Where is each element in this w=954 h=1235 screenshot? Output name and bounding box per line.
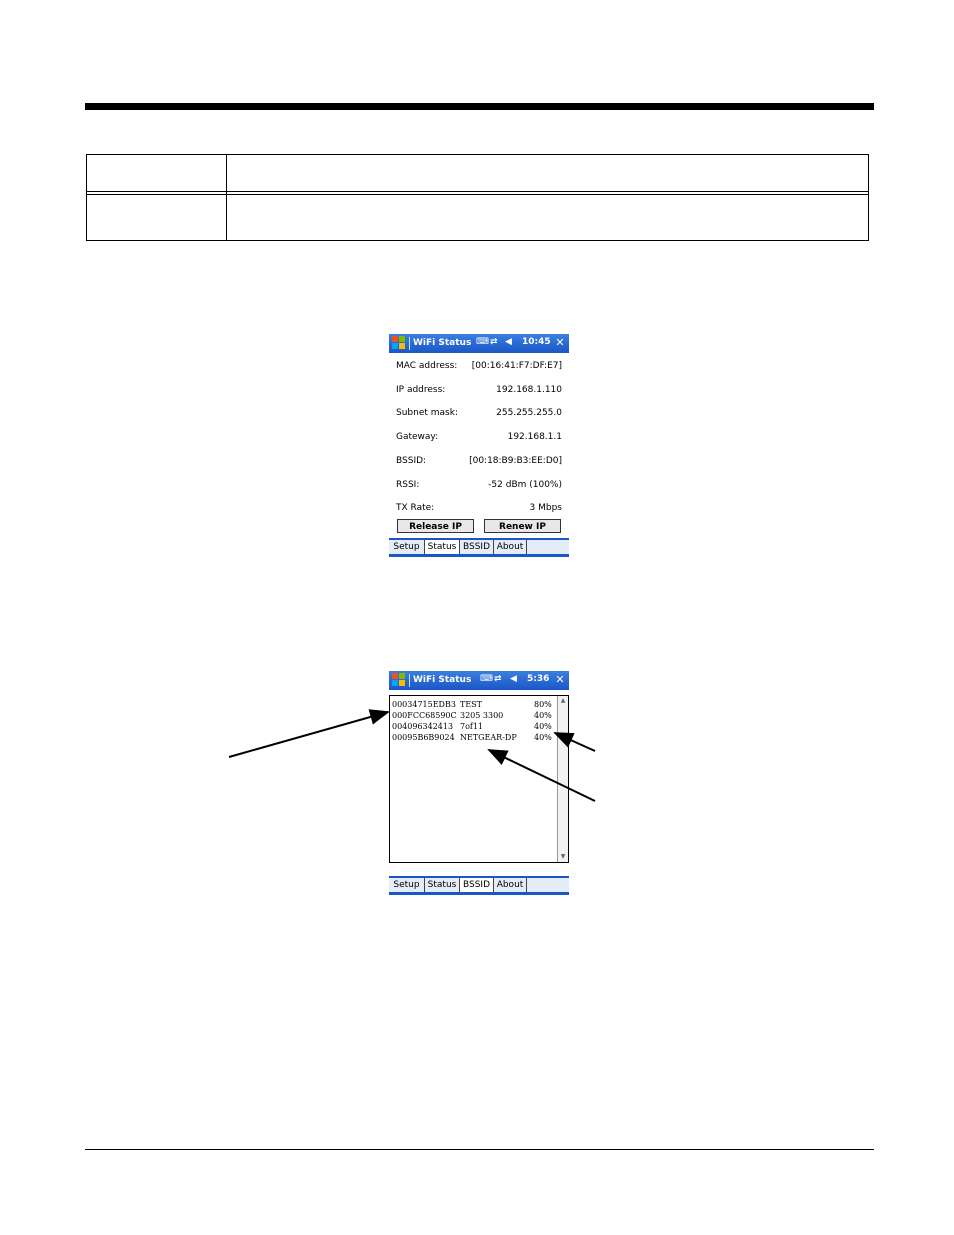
- clock[interactable]: 5:36: [527, 674, 550, 684]
- table-column-divider: [226, 155, 227, 240]
- status-label: MAC address:: [396, 361, 458, 371]
- status-row-rssi: [396, 480, 562, 494]
- list-item[interactable]: [392, 700, 552, 711]
- tab-bssid[interactable]: BSSID: [460, 878, 494, 892]
- list-item[interactable]: [392, 722, 552, 733]
- tab-status[interactable]: Status: [425, 540, 460, 554]
- tab-setup[interactable]: Setup: [389, 878, 425, 892]
- status-row-gateway: [396, 432, 562, 446]
- table-row-divider: [87, 194, 868, 195]
- status-value: -52 dBm (100%): [488, 480, 562, 490]
- bottom-rule: [85, 1149, 874, 1150]
- bssid-id: 000FCC68590C: [392, 711, 457, 720]
- keyboard-icon[interactable]: ⌨: [476, 337, 489, 347]
- title-bar: [389, 334, 569, 353]
- list-item[interactable]: [392, 733, 552, 744]
- speaker-icon[interactable]: ◀: [505, 337, 512, 347]
- scroll-up-icon[interactable]: ▲: [560, 697, 566, 704]
- status-value: [00:16:41:F7:DF:E7]: [471, 361, 562, 371]
- status-value: 192.168.1.1: [507, 432, 562, 442]
- release-ip-button[interactable]: Release IP: [397, 519, 474, 533]
- status-row-ip: [396, 385, 562, 399]
- status-label: IP address:: [396, 385, 446, 395]
- windows-start-icon[interactable]: [392, 673, 406, 687]
- top-rule: [85, 103, 874, 110]
- status-label: Gateway:: [396, 432, 439, 442]
- connectivity-icon[interactable]: ⇄: [494, 674, 502, 684]
- wifi-bssid-screen: [389, 671, 569, 895]
- title-bar: [389, 671, 569, 690]
- keyboard-icon[interactable]: ⌨: [480, 674, 493, 684]
- bssid-signal: 40%: [534, 711, 552, 720]
- bssid-signal: 40%: [534, 722, 552, 731]
- title-separator: [409, 337, 410, 350]
- bssid-id: 004096342413: [392, 722, 454, 731]
- bssid-ssid: TEST: [460, 700, 482, 709]
- tab-bar: [389, 876, 569, 895]
- tab-bar: [389, 538, 569, 557]
- title-separator: [409, 674, 410, 687]
- status-value: 192.168.1.110: [496, 385, 562, 395]
- scroll-down-icon[interactable]: ▼: [560, 853, 566, 860]
- bssid-ssid: 3205 3300: [460, 711, 504, 720]
- wifi-status-screen: [389, 334, 569, 557]
- arrow-to-bssid-id: [229, 712, 388, 757]
- bssid-ssid: NETGEAR-DP: [460, 733, 517, 742]
- status-label: RSSI:: [396, 480, 420, 490]
- status-value: 3 Mbps: [529, 503, 562, 513]
- tab-setup[interactable]: Setup: [389, 540, 425, 554]
- connectivity-icon[interactable]: ⇄: [490, 337, 498, 347]
- status-label: Subnet mask:: [396, 408, 458, 418]
- bssid-id: 00034715EDB3: [392, 700, 456, 709]
- speaker-icon[interactable]: ◀: [510, 674, 517, 684]
- status-row-bssid: [396, 456, 562, 470]
- window-title: WiFi Status: [413, 338, 472, 348]
- window-title: WiFi Status: [413, 675, 472, 685]
- renew-ip-button[interactable]: Renew IP: [484, 519, 561, 533]
- bssid-signal: 40%: [534, 733, 552, 742]
- tab-bssid[interactable]: BSSID: [460, 540, 494, 554]
- tab-status[interactable]: Status: [425, 878, 460, 892]
- bssid-id: 00095B6B9024: [392, 733, 455, 742]
- clock[interactable]: 10:45: [522, 337, 551, 347]
- close-icon[interactable]: ✕: [555, 336, 565, 349]
- status-row-mac: [396, 361, 562, 375]
- status-value: [00:18:B9:B3:EE:D0]: [469, 456, 562, 466]
- tab-about[interactable]: About: [494, 540, 527, 554]
- status-value: 255.255.255.0: [496, 408, 562, 418]
- status-label: TX Rate:: [396, 503, 435, 513]
- bssid-list[interactable]: [389, 695, 569, 863]
- bssid-ssid: 7of11: [460, 722, 484, 731]
- table-row-divider: [87, 191, 868, 192]
- close-icon[interactable]: ✕: [555, 673, 565, 686]
- status-row-subnet: [396, 408, 562, 422]
- windows-start-icon[interactable]: [392, 336, 406, 350]
- list-item[interactable]: [392, 711, 552, 722]
- list-scrollbar[interactable]: [557, 696, 568, 862]
- status-row-txrate: [396, 503, 562, 517]
- doc-table: [86, 154, 869, 241]
- tab-about[interactable]: About: [494, 878, 527, 892]
- status-label: BSSID:: [396, 456, 427, 466]
- bssid-signal: 80%: [534, 700, 552, 709]
